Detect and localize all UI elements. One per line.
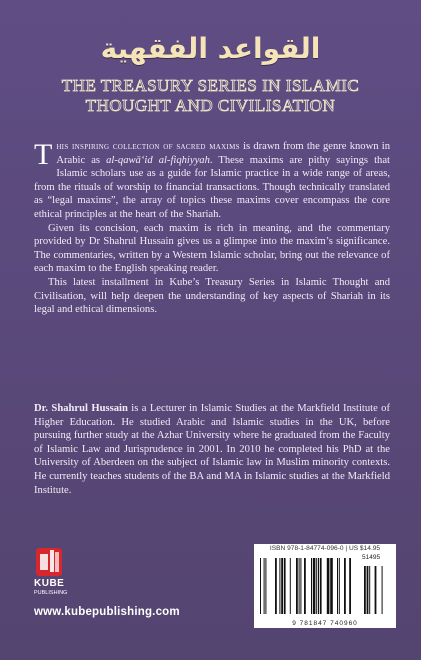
publisher-logo-name: KUBE [34,578,65,589]
author-bio-paragraph [34,402,390,497]
publisher-website[interactable]: www.kubepublishing.com [34,606,180,618]
blurb-paragraph-3: This latest installment in Kube’s Treasury Series in Islamic Thought and Civilisation, will help deepen the understanding of key aspects of Shariah in its legal and ethical dimensions. [34,276,390,316]
blurb-paragraph-1 [34,140,390,222]
blurb-paragraph-2: Given its concision, each maxim is rich in meaning, and the commentary provided by Dr Shahrul Hussain gives us a glimpse into the maxim’s significance. The commentaries, written by a Western Islamic scholar, bring out the relevance of each maxim to the English speaking reader. [34,222,390,275]
barcode-digits: 9 781847 740960 [292,620,358,627]
series-title-line-1: THE TREASURY SERIES IN ISLAMIC [61,76,360,95]
barcode-addon: 51495 [362,554,381,561]
blurb-arabic-term: al-qawā‘id al-fiqhiyyah [106,154,210,166]
drop-cap: T [34,138,53,171]
isbn-price: ISBN 978-1-84774-096-0 | US $14.95 [269,545,381,552]
blurb-text-b: . These maxims are pithy sayings that Islamic scholars use as a guide for Islamic practice in a wide range of areas, from the rituals of worship to financial transactions. Though technically translated as “legal maxims”, the array of topics these maxims cover encompass the core ethical principles at the heart of the Shariah. [34,154,390,220]
publisher-logo-sub: PUBLISHING [34,590,68,596]
author-name: Dr. Shahrul Hussain [34,403,128,414]
author-bio [34,402,390,497]
series-title-line-2: THOUGHT AND CIVILISATION [85,96,336,115]
barcode-icon [258,556,392,618]
blurb-lead: his inspiring collection of sacred maxims [56,141,240,152]
blurb-text-a: is drawn from the genre known in Arabic as [56,141,390,166]
author-bio-text: is a Lecturer in Islamic Studies at the Markfield Institute of Higher Education. He studied Arabic and Islamic studies in the UK, before pursuing further study at the Azhar University where he graduated from the Faculty of Islamic Law and Jurisprudence in 2001. In 2010 he completed his PhD at the University of Aberdeen on the subject of Islamic law in Muslim minority contexts. He currently teaches students of the BA and MA in Islamic studies at the Markfield Institute. [34,403,391,496]
blurb [34,140,390,317]
arabic-title: القواعد الفقهية [100,32,321,65]
series-title [0,76,421,116]
